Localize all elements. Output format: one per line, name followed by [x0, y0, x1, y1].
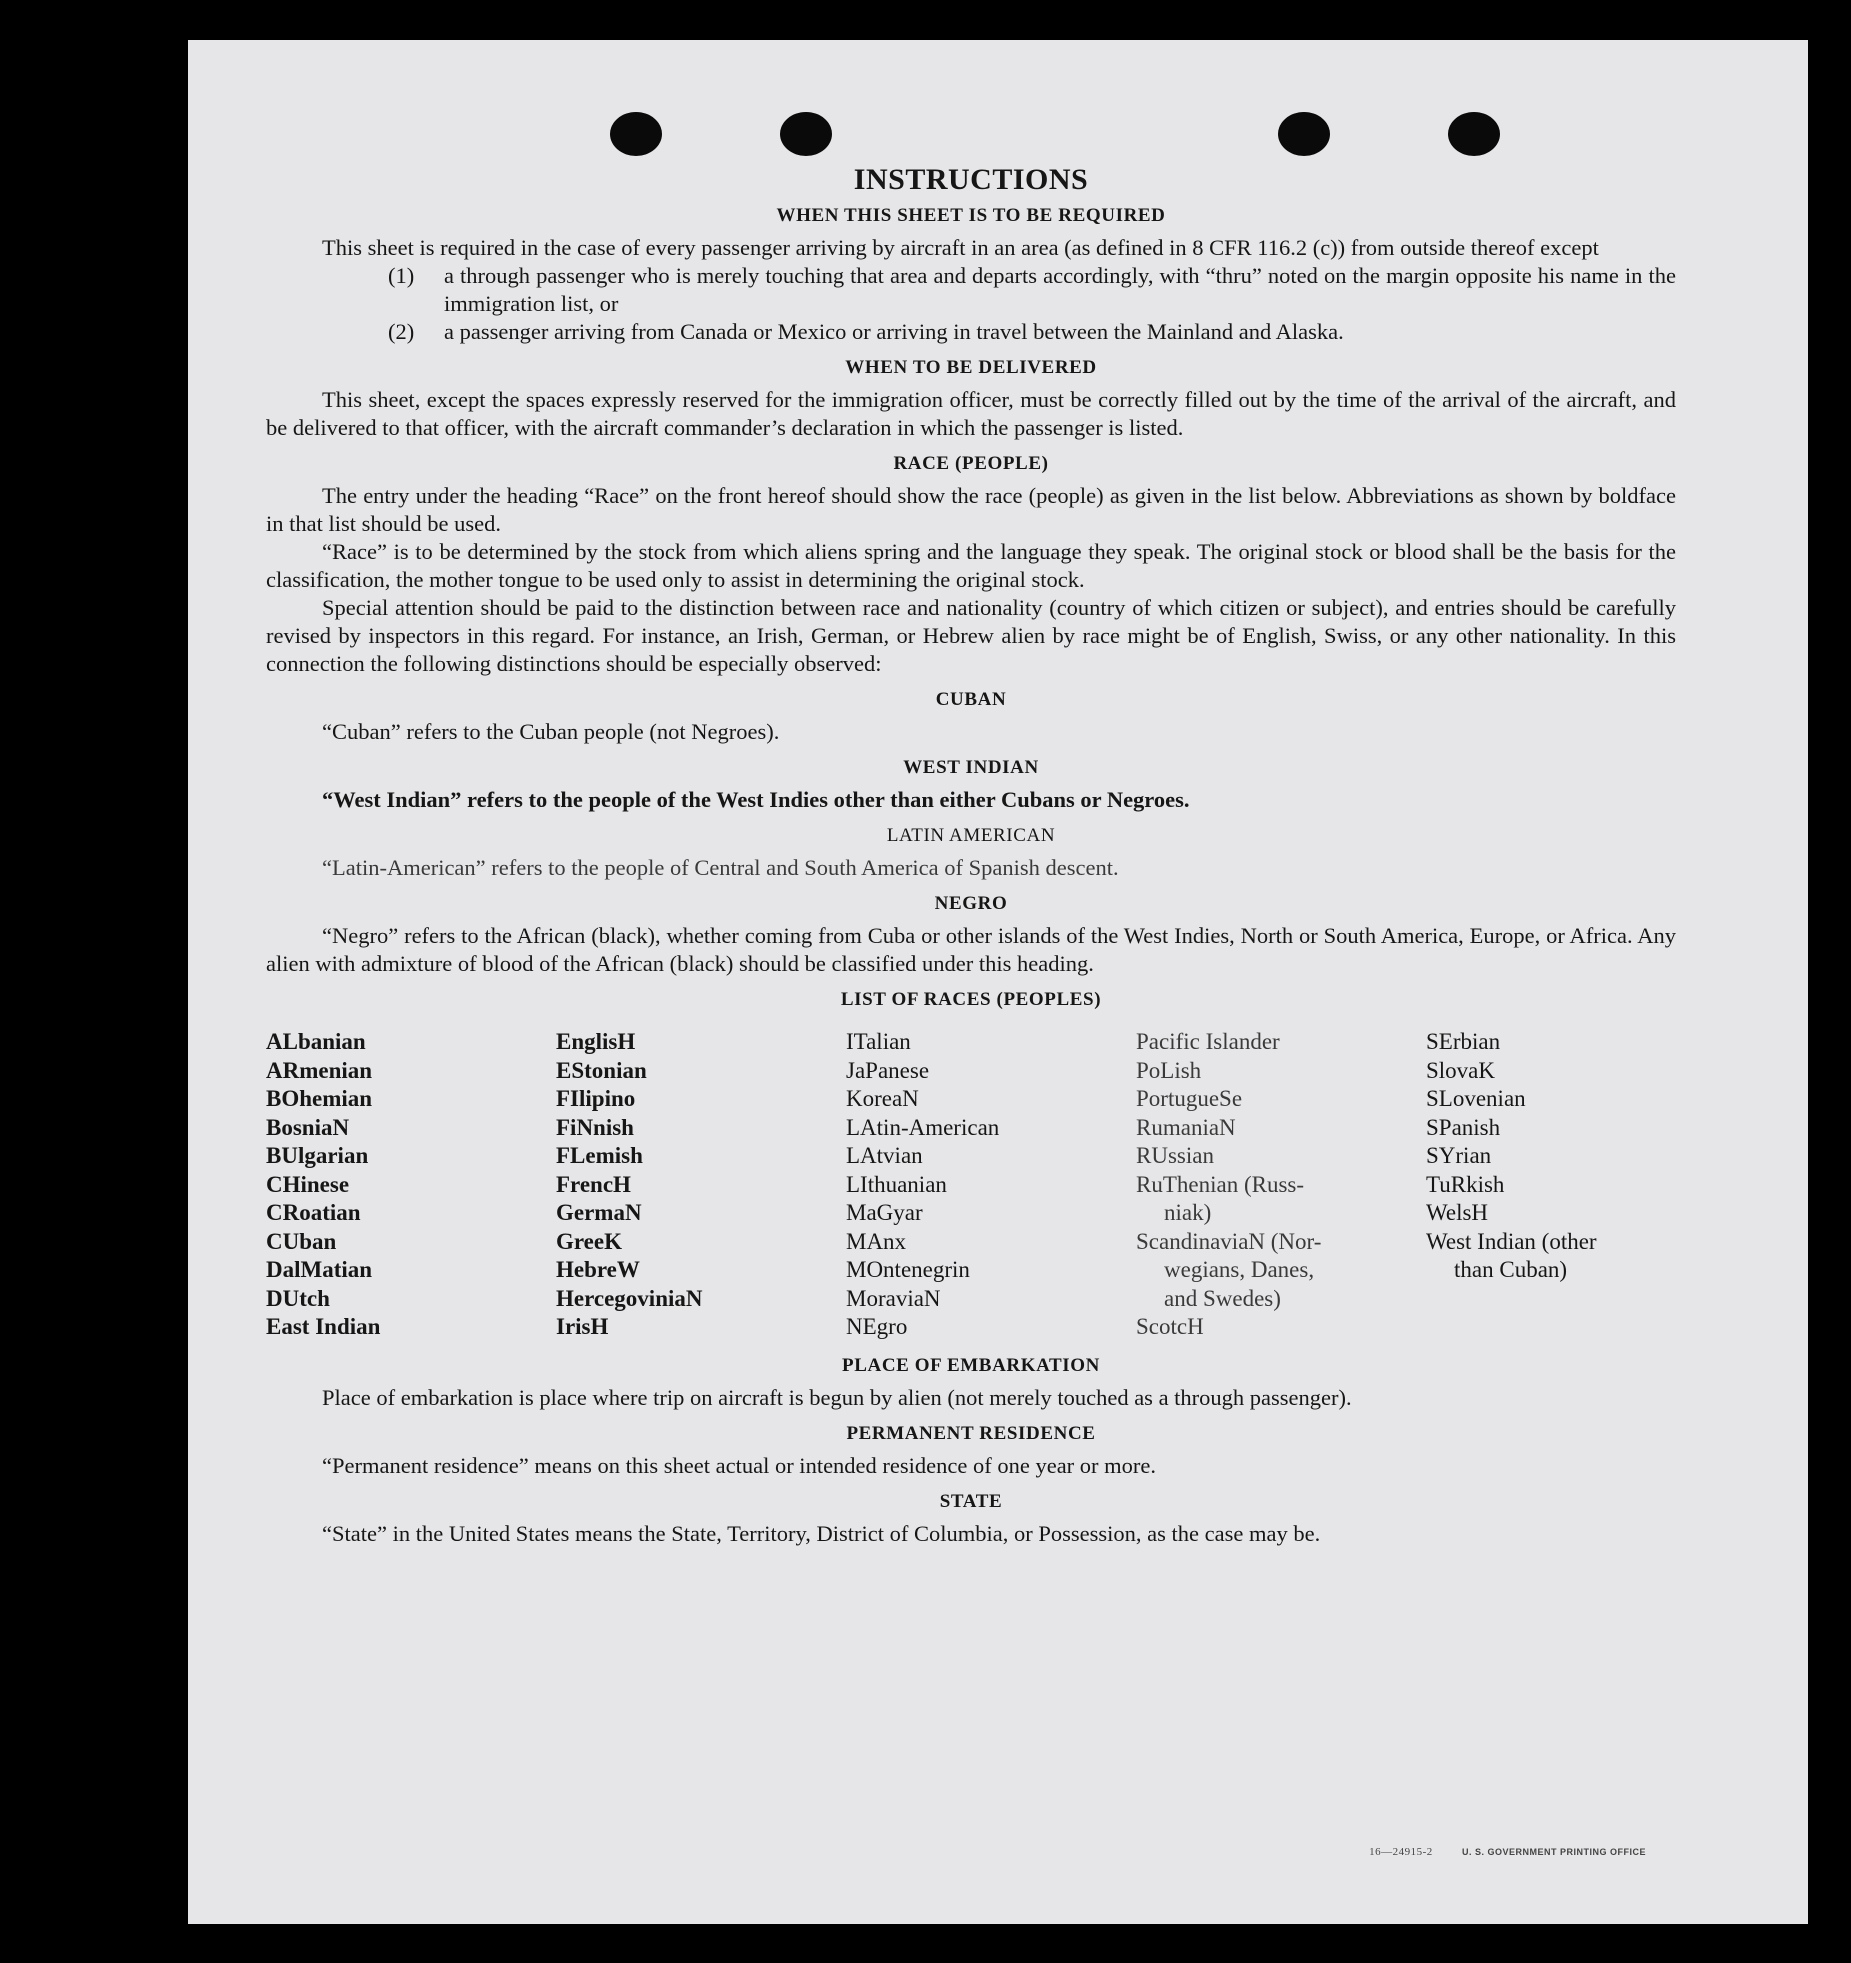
race-item: GermaN — [556, 1200, 642, 1225]
race-paragraph-3: Special attention should be paid to the distinction between race and nationality (country of which citizen or subject), and entries should be carefully revised by inspectors in this regard. For instance, an Irish, German, or Hebrew alien by race might be of English, Swiss, or any other nationality. In this connection the following distinctions should be especially observed: — [266, 595, 1676, 676]
race-item: LAtin-American — [846, 1114, 1000, 1140]
exception-number: (2) — [388, 319, 415, 344]
race-column — [1426, 1028, 1676, 1342]
heading-permanent-residence: PERMANENT RESIDENCE — [846, 1422, 1096, 1444]
heading-delivered: WHEN TO BE DELIVERED — [845, 357, 1097, 378]
race-item: West Indian (other — [1426, 1228, 1597, 1254]
race-item: wegians, Danes, — [1164, 1257, 1315, 1282]
race-item: ARmenian — [266, 1057, 373, 1083]
race-item: RUssian — [1136, 1143, 1214, 1168]
race-item: BosniaN — [266, 1114, 350, 1140]
heading-cuban: CUBAN — [935, 689, 1007, 710]
race-item: SlovaK — [1426, 1057, 1495, 1083]
race-item: MAnx — [846, 1228, 907, 1254]
exception-text: a passenger arriving from Canada or Mexico or arriving in travel between the Mainland and Alaska. — [444, 319, 1344, 344]
latin-american-text: “Latin-American” refers to the people of Central and South America of Spanish descent. — [322, 855, 1119, 880]
race-item: CHinese — [266, 1171, 350, 1197]
exception-item — [388, 262, 1676, 318]
race-item: JaPanese — [846, 1057, 930, 1083]
race-item: EnglisH — [556, 1029, 636, 1054]
print-code — [1369, 1846, 1646, 1858]
race-item: HebreW — [556, 1257, 640, 1282]
race-item: SErbian — [1426, 1029, 1501, 1054]
race-item: ALbanian — [266, 1029, 366, 1054]
printer-imprint: U. S. GOVERNMENT PRINTING OFFICE — [1461, 1847, 1646, 1857]
heading-race: RACE (PEOPLE) — [893, 453, 1049, 474]
race-item: GreeK — [556, 1228, 622, 1254]
heading-negro: NEGRO — [934, 893, 1008, 914]
race-item: FLemish — [556, 1143, 643, 1168]
race-item: EStonian — [556, 1057, 647, 1083]
race-item: MaGyar — [846, 1200, 923, 1225]
race-item: than Cuban) — [1454, 1257, 1568, 1282]
delivered-text: This sheet, except the spaces expressly reserved for the immigration officer, must be correctly filled out by the time of the arrival of the aircraft, and be delivered to that officer, with the aircraft commander’s declaration in which the passenger is listed. — [266, 387, 1676, 440]
race-item: LIthuanian — [846, 1171, 947, 1197]
race-item: IrisH — [556, 1314, 609, 1339]
race-item: PortugueSe — [1136, 1086, 1243, 1111]
negro-text: “Negro” refers to the African (black), whether coming from Cuba or other islands of the West Indies, North or South America, Europe, or Africa. Any alien with admixture of blood of the African (black) should be classified under this heading. — [266, 923, 1676, 976]
race-paragraph-1: The entry under the heading “Race” on the front hereof should show the race (people) as given in the list below. Abbreviations as shown by boldface in that list should be used. — [266, 483, 1676, 536]
punch-hole — [780, 112, 832, 156]
race-item: MoraviaN — [846, 1285, 941, 1311]
race-item: KoreaN — [846, 1086, 919, 1111]
race-item: BOhemian — [266, 1086, 373, 1111]
race-column — [1136, 1028, 1426, 1342]
race-item: CUban — [266, 1228, 337, 1254]
page-title: INSTRUCTIONS — [853, 163, 1089, 196]
cuban-text: “Cuban” refers to the Cuban people (not Negroes). — [322, 719, 780, 744]
heading-race-list: LIST OF RACES (PEOPLES) — [840, 989, 1102, 1010]
punch-hole — [1278, 112, 1330, 156]
heading-west-indian: WEST INDIAN — [903, 757, 1039, 778]
embarkation-text: Place of embarkation is place where trip on aircraft is begun by alien (not merely touched as a through passenger). — [322, 1384, 1352, 1410]
heading-embarkation: PLACE OF EMBARKATION — [842, 1354, 1100, 1376]
exception-item — [388, 318, 1676, 346]
race-paragraph-2: “Race” is to be determined by the stock from which aliens spring and the language they speak. The original stock or blood shall be the basis for the classification, the mother tongue to be used only to assist in determining the original stock. — [266, 539, 1676, 592]
race-item: SPanish — [1426, 1114, 1501, 1140]
race-list — [266, 1028, 1676, 1342]
west-indian-text: “West Indian” refers to the people of the West Indies other than either Cubans or Negroes. — [322, 787, 1190, 812]
race-item: RuThenian (Russ- — [1136, 1171, 1305, 1197]
race-item: FIlipino — [556, 1086, 636, 1111]
race-item: DalMatian — [266, 1257, 373, 1282]
punch-hole — [610, 112, 662, 156]
race-item: DUtch — [266, 1285, 330, 1311]
heading-latin-american: LATIN AMERICAN — [886, 825, 1056, 846]
residence-text: “Permanent residence” means on this sheet actual or intended residence of one year or more. — [322, 1452, 1157, 1478]
race-item: RumaniaN — [1136, 1114, 1236, 1140]
instructions-content — [266, 163, 1676, 1548]
race-item: NEgro — [846, 1314, 908, 1339]
race-item: ScandinaviaN (Nor- — [1136, 1228, 1322, 1254]
race-item: HercegoviniaN — [556, 1285, 703, 1311]
race-column — [266, 1028, 556, 1342]
race-item: East Indian — [266, 1314, 381, 1339]
race-item: MOntenegrin — [846, 1257, 970, 1282]
required-intro: This sheet is required in the case of every passenger arriving by aircraft in an area (as defined in 8 CFR 116.2 (c)) from outside thereof except — [322, 235, 1599, 260]
form-sheet — [188, 40, 1808, 1924]
race-item: BUlgarian — [266, 1143, 369, 1168]
race-column — [846, 1028, 1136, 1342]
race-column — [556, 1028, 846, 1342]
state-text: “State” in the United States means the State, Territory, District of Columbia, or Possession, as the case may be. — [322, 1520, 1321, 1546]
race-item: FrencH — [556, 1171, 631, 1197]
exception-number: (1) — [388, 263, 415, 288]
race-item: WelsH — [1426, 1200, 1489, 1225]
race-item: FiNnish — [556, 1114, 634, 1140]
race-item: CRoatian — [266, 1200, 361, 1225]
heading-state: STATE — [939, 1490, 1003, 1512]
race-item: TuRkish — [1426, 1171, 1505, 1197]
race-item: ITalian — [846, 1029, 911, 1054]
race-item: SLovenian — [1426, 1086, 1526, 1111]
race-item: SYrian — [1426, 1143, 1492, 1168]
race-item: Pacific Islander — [1136, 1029, 1280, 1054]
race-item: LAtvian — [846, 1143, 923, 1168]
heading-required: WHEN THIS SHEET IS TO BE REQUIRED — [776, 205, 1166, 226]
race-item: PoLish — [1136, 1057, 1202, 1083]
race-item: and Swedes) — [1164, 1285, 1281, 1311]
exception-text: a through passenger who is merely touching that area and departs accordingly, with “thru” noted on the margin opposite his name in the immigration list, or — [444, 263, 1676, 316]
form-number: 16—24915-2 — [1369, 1846, 1433, 1858]
race-item: ScotcH — [1136, 1314, 1204, 1339]
race-item: niak) — [1164, 1200, 1212, 1225]
punch-hole — [1448, 112, 1500, 156]
